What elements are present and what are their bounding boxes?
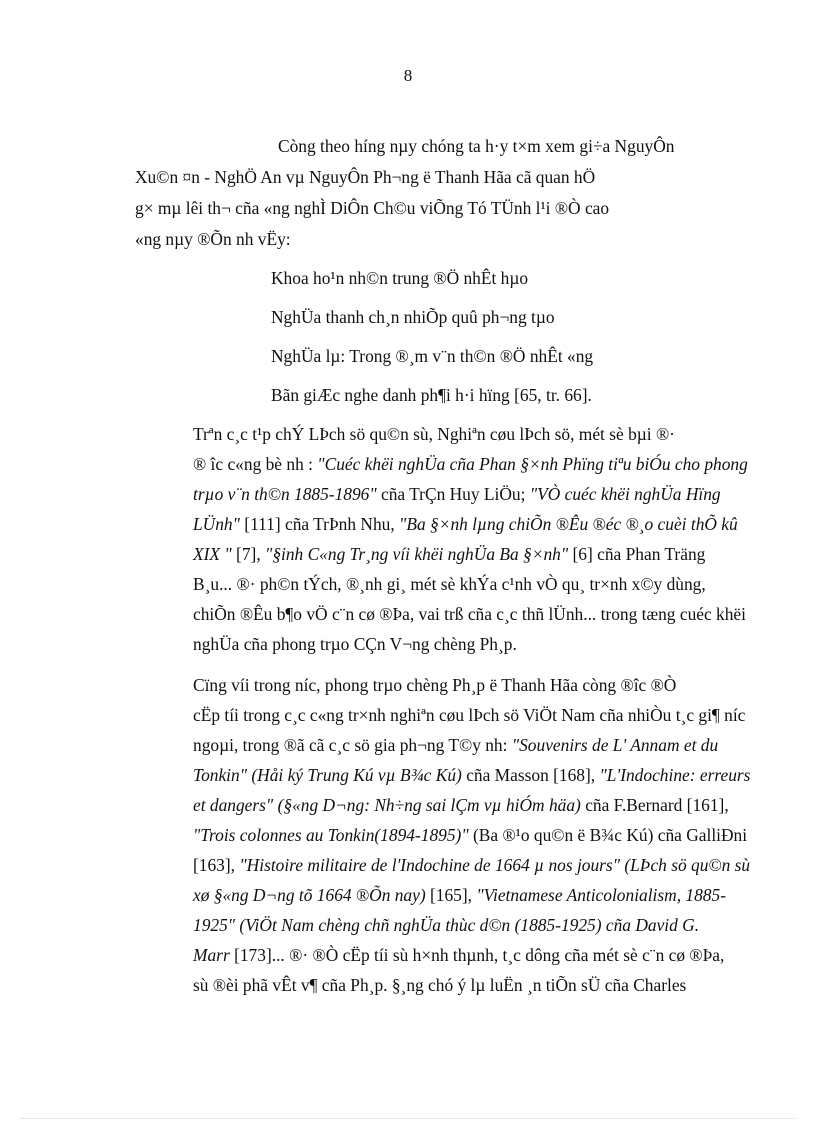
page-content — [135, 131, 767, 1000]
italic-citation: "VÒ cuéc khëi nghÜa Hïng — [529, 484, 721, 504]
text-line — [135, 760, 767, 790]
italic-citation: Marr — [193, 945, 230, 965]
italic-citation: xø §«ng D¬ng tõ 1664 ®Õn nay) — [193, 885, 426, 905]
paragraph-intro — [135, 131, 767, 255]
text-run: [165], — [425, 885, 477, 905]
text-line — [135, 850, 767, 880]
italic-citation: "Histoire militaire de l'Indochine de 1664 µ nos jours" (LÞch sö qu©n sù — [239, 855, 751, 875]
text-line — [135, 790, 767, 820]
text-line — [135, 730, 767, 760]
italic-citation: "§inh C«ng Tr¸ng víi khëi nghÜa Ba §×nh" — [265, 544, 569, 564]
text-line — [135, 970, 767, 1000]
italic-citation: Tonkin" (Håi ký Trung Kú vµ B¾c Kú) — [193, 765, 462, 785]
text-line — [135, 940, 767, 970]
italic-citation: "L'Indochine: erreurs — [599, 765, 751, 785]
italic-citation: "Trois colonnes au Tonkin(1894-1895)" — [193, 825, 469, 845]
text-line — [135, 479, 767, 509]
italic-citation: "Ba §×nh lµng chiÕn ®Êu ®éc ®¸o cuèi thÕ kû — [399, 514, 738, 534]
page-bottom-divider — [20, 1118, 796, 1119]
text-line — [135, 599, 767, 629]
text-run: sù ®èi phã vÊt v¶ cña Ph¸p. §¸ng chó ý lµ luËn ¸n tiÕn sÜ cña Charles — [193, 975, 687, 995]
text-run: chiÕn ®Êu b¶o vÖ c¨n cø ®Þa, vai trß cña c¸c thñ lÜnh... trong tæng cuéc khëi — [193, 604, 746, 624]
text-line — [135, 820, 767, 850]
italic-citation: "Souvenirs de L' Annam et du — [511, 735, 719, 755]
text-run: (Ba ®¹o qu©n ë B¾c Kú) cña GalliÐni — [468, 825, 748, 845]
poem-line: NghÜa thanh ch¸n nhiÕp quû ph¬ng tµo — [271, 307, 555, 327]
text-line — [135, 670, 767, 700]
text-line — [135, 539, 767, 569]
text-run: cña TrÇn Huy LiÖu; — [376, 484, 530, 504]
italic-citation: et dangers" (§«ng D¬ng: Nh÷ng sai lÇm vµ hiÓm häa) — [193, 795, 581, 815]
italic-citation: "Vietnamese Anticolonialism, 1885- — [476, 885, 726, 905]
text-line — [135, 700, 767, 730]
italic-citation: trµo v¨n th©n 1885-1896" — [193, 484, 377, 504]
text-run: [173]... ®· ®Ò cËp tíi sù h×nh thµnh, t¸c dông cña mét sè c¨n cø ®Þa, — [229, 945, 725, 965]
text-run: cña F.Bernard [161], — [580, 795, 729, 815]
text-run: cña Masson [168], — [461, 765, 600, 785]
text-run: Cïng víi trong níc, phong trµo chèng Ph¸p ë Thanh Hãa còng ®îc ®Ò — [193, 675, 677, 695]
text-line — [135, 629, 767, 659]
poem-line: NghÜa lµ: Trong ®¸m v¨n th©n ®Ö nhÊt «ng — [271, 346, 594, 366]
text-run: [6] cña Phan Träng — [568, 544, 706, 564]
text-run: [163], — [193, 855, 240, 875]
text-run: ngoµi, trong ®ã cã c¸c sö gia ph¬ng T©y nh: — [193, 735, 512, 755]
text-run: Trªn c¸c t¹p chÝ LÞch sö qu©n sù, Nghiªn cøu lÞch sö, mét sè bµi ®· — [193, 424, 675, 444]
paragraph-foreign-works — [135, 670, 767, 1000]
text-line — [135, 880, 767, 910]
text-run: ® îc c«ng bè nh : — [193, 454, 318, 474]
italic-citation: "Cuéc khëi nghÜa cña Phan §×nh Phïng tiªu biÓu cho phong — [317, 454, 748, 474]
text-line — [135, 419, 767, 449]
text-line: Còng theo híng nµy chóng ta h·y t×m xem gi÷a NguyÔn — [278, 136, 675, 156]
text-run: [7], — [231, 544, 266, 564]
poem-quote — [271, 259, 767, 415]
text-line: g× mµ lêi th¬ cña «ng nghÌ DiÔn Ch©u viÕng Tó TÜnh l¹i ®Ò cao — [135, 198, 610, 218]
italic-citation: 1925" (ViÖt Nam chèng chñ nghÜa thùc d©n (1885-1925) cña David G. — [193, 915, 700, 935]
paragraph-journals — [135, 419, 767, 659]
italic-citation: XIX " — [193, 544, 232, 564]
text-run: [111] cña TrÞnh Nhu, — [239, 514, 400, 534]
text-line — [135, 509, 767, 539]
text-run: B¸u... ®· ph©n tÝch, ®¸nh gi¸ mét sè khÝa c¹nh vÒ qu¸ tr×nh x©y dùng, — [193, 574, 706, 594]
text-line: Xu©n ¤n - NghÖ An vµ NguyÔn Ph¬ng ë Thanh Hãa cã quan hÖ — [135, 167, 596, 187]
italic-citation: LÜnh" — [193, 514, 240, 534]
text-line: «ng nµy ®Õn nh vËy: — [135, 229, 291, 249]
text-line — [135, 910, 767, 940]
poem-line: Khoa ho¹n nh©n trung ®Ö nhÊt hµo — [271, 268, 529, 288]
poem-line: Bãn giÆc nghe danh ph¶i h·i hïng [65, tr. 66]. — [271, 385, 592, 405]
text-line — [135, 569, 767, 599]
text-run: cËp tíi trong c¸c c«ng tr×nh nghiªn cøu lÞch sö ViÖt Nam cña nhiÒu t¸c gi¶ níc — [193, 705, 746, 725]
text-run: nghÜa cña phong trµo CÇn V¬ng chèng Ph¸p. — [193, 634, 517, 654]
text-line — [135, 449, 767, 479]
page-number: 8 — [403, 66, 413, 85]
